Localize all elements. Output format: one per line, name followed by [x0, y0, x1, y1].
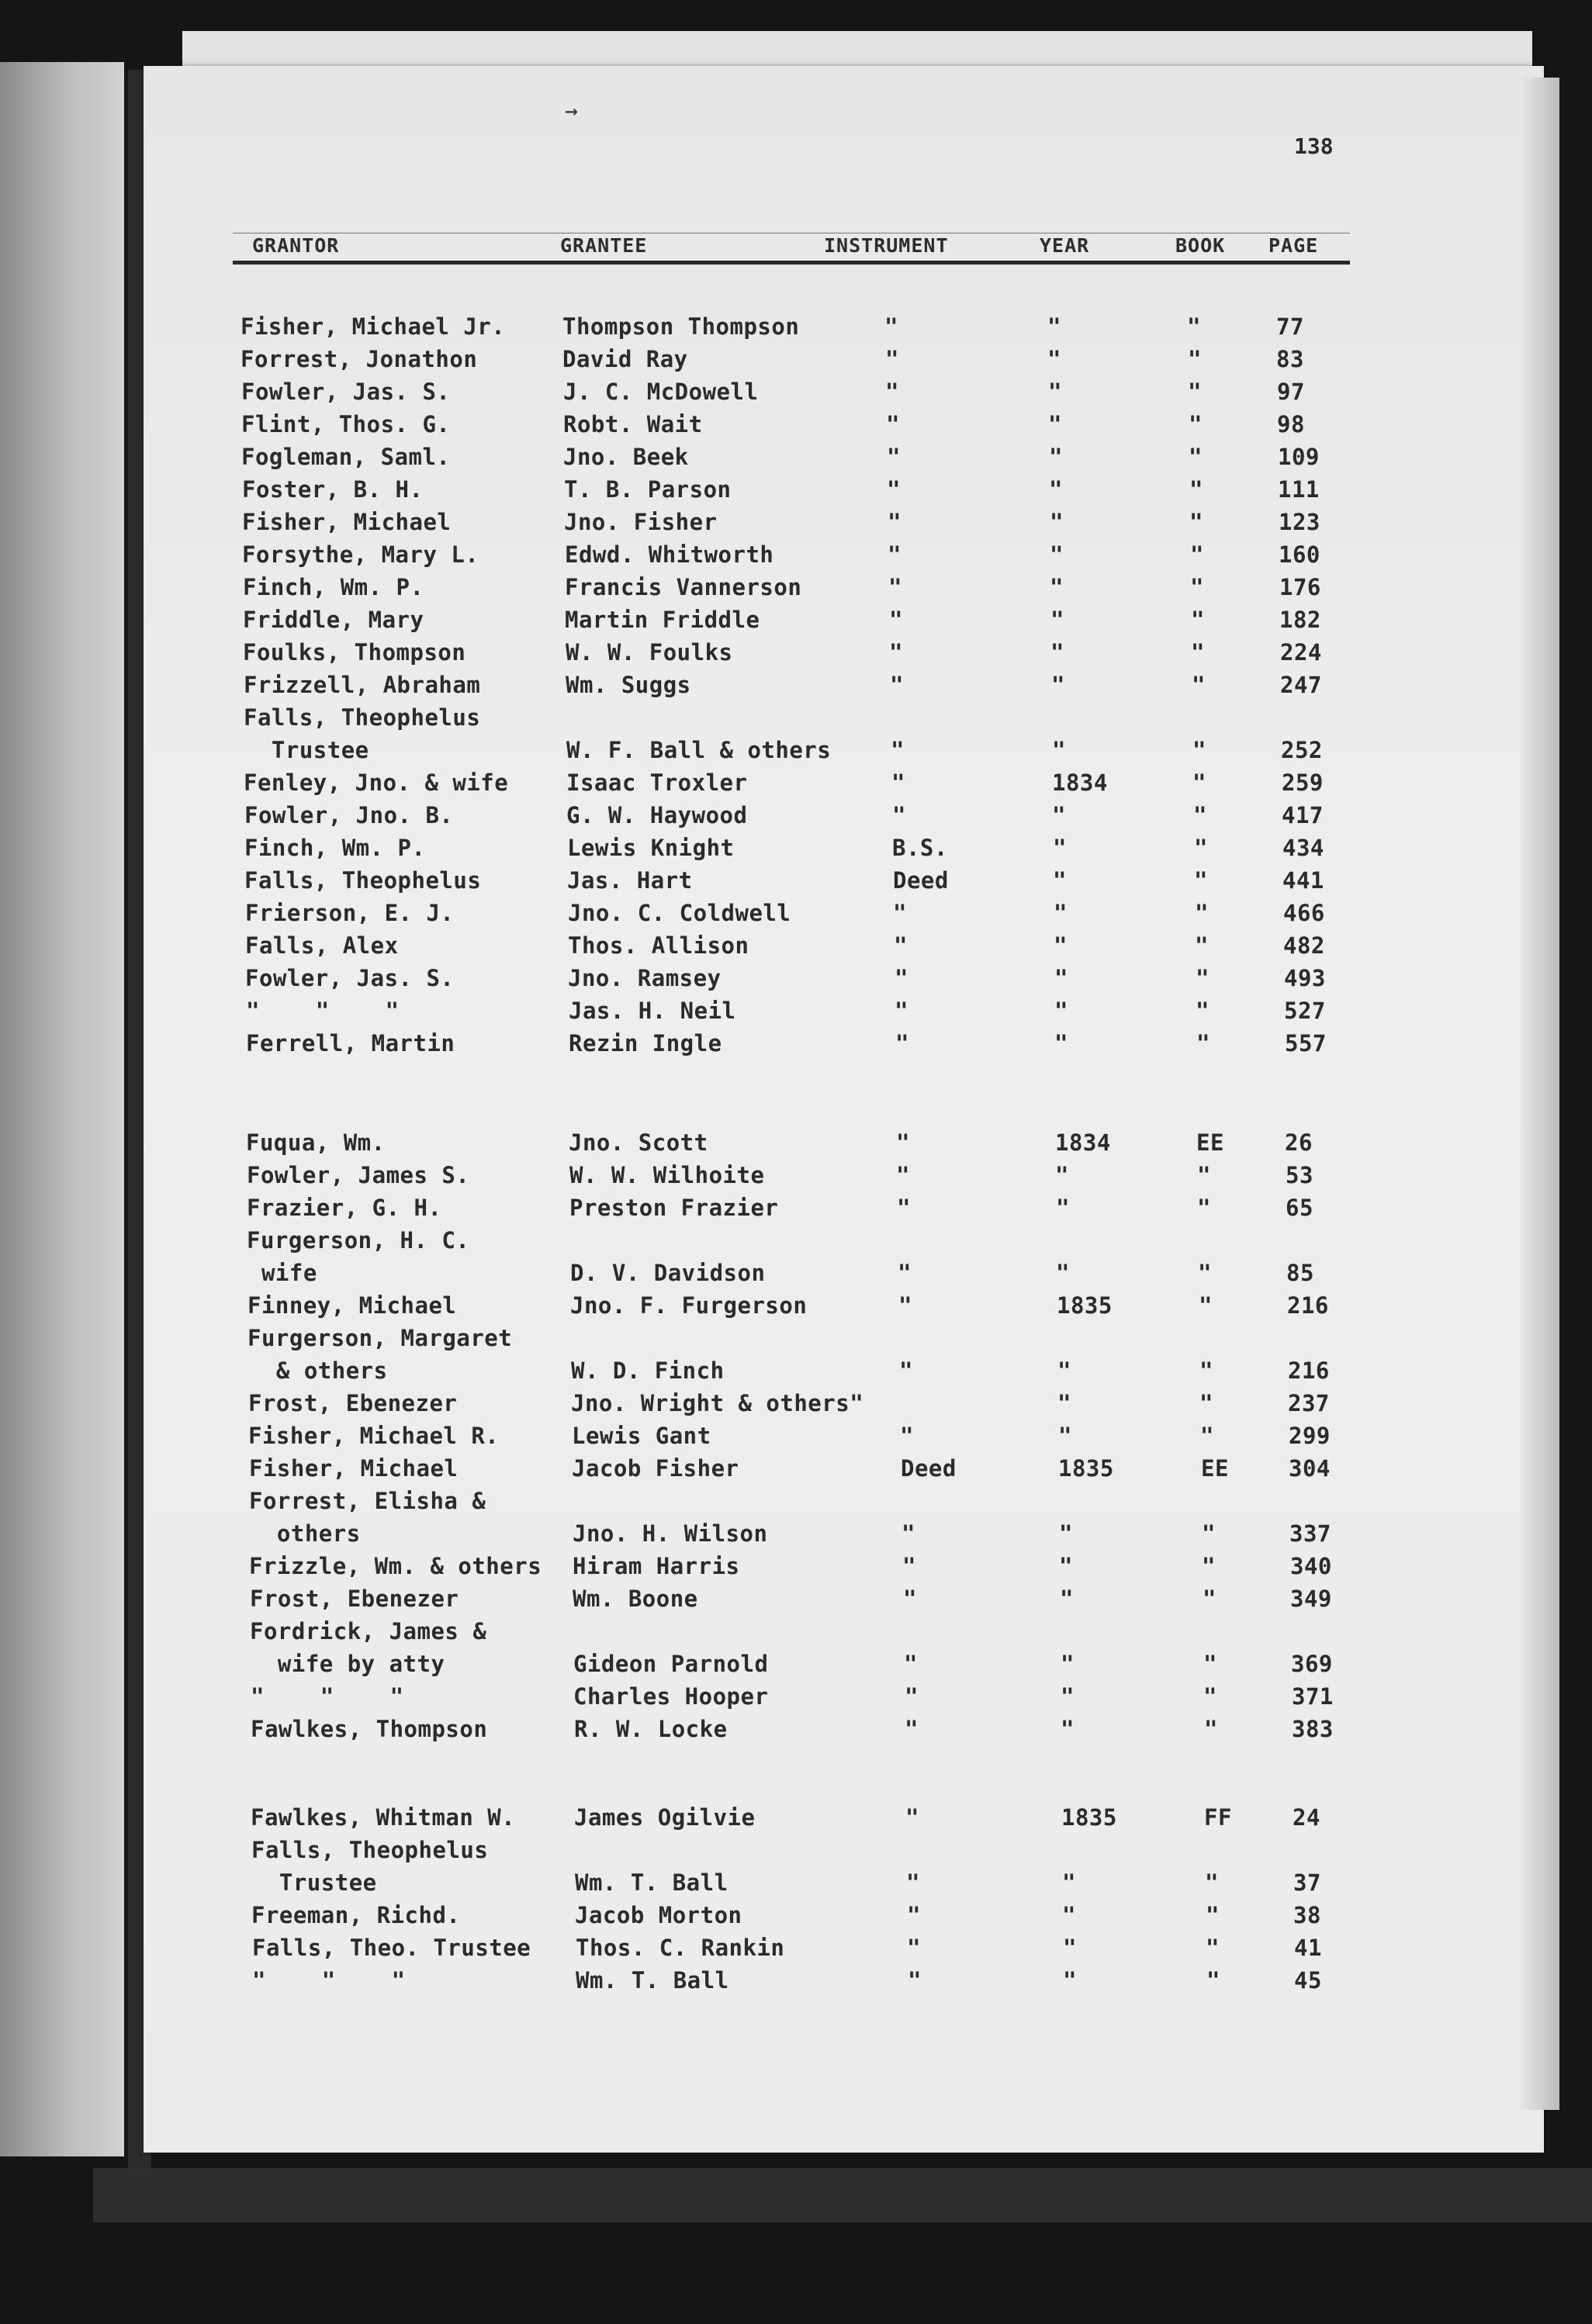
page-cell: 371: [1292, 1683, 1334, 1710]
grantee-cell: W. W. Foulks: [566, 639, 733, 666]
year-cell: ": [1059, 1520, 1073, 1547]
year-cell: ": [1050, 541, 1064, 568]
grantor-cell: Fowler, Jas. S.: [245, 965, 455, 991]
instrument-cell: ": [895, 1030, 909, 1057]
grantee-cell: Edwd. Whitworth: [565, 541, 774, 568]
page-cell: 83: [1276, 346, 1304, 372]
grantee-cell: Wm. T. Ball: [575, 1869, 729, 1896]
grantee-cell: J. C. McDowell: [563, 379, 759, 405]
book-cell: ": [1192, 769, 1206, 796]
page-cell: 182: [1279, 607, 1321, 633]
page-cell: 216: [1288, 1357, 1330, 1384]
page-cell: 53: [1286, 1162, 1313, 1188]
page-cell: 45: [1294, 1967, 1322, 1994]
grantee-cell: Jacob Fisher: [572, 1455, 739, 1482]
grantor-cell: Foulks, Thompson: [243, 639, 466, 666]
grantee-cell: Jas. H. Neil: [569, 998, 736, 1024]
grantor-cell: Falls, Theo. Trustee: [252, 1935, 531, 1961]
instrument-cell: ": [895, 965, 908, 991]
page-cell: 557: [1285, 1030, 1327, 1057]
grantee-cell: Wm. T. Ball: [576, 1967, 729, 1994]
page-cell: 482: [1283, 932, 1325, 959]
header-year: YEAR: [1040, 234, 1090, 257]
year-cell: ": [1054, 965, 1068, 991]
year-cell: ": [1059, 1553, 1073, 1579]
page-cell: 97: [1277, 379, 1305, 405]
page-cell: 160: [1279, 541, 1320, 568]
instrument-cell: ": [899, 1357, 913, 1384]
book-cell: ": [1200, 1423, 1214, 1449]
grantor-cell: " " ": [252, 1967, 406, 1994]
instrument-cell: ": [907, 1935, 921, 1961]
grantee-cell: Jno. F. Furgerson: [570, 1292, 808, 1319]
grantor-cell: Trustee: [244, 737, 369, 763]
book-cell: ": [1194, 867, 1208, 894]
instrument-cell: ": [892, 802, 906, 828]
book-cell: EE: [1201, 1455, 1229, 1482]
instrument-cell: ": [895, 998, 908, 1024]
instrument-cell: ": [893, 900, 907, 926]
book-cell: ": [1192, 737, 1206, 763]
instrument-cell: ": [907, 1902, 921, 1928]
year-cell: ": [1058, 1423, 1072, 1449]
book-cell: ": [1199, 1292, 1213, 1319]
book-cell: EE: [1196, 1129, 1224, 1156]
instrument-cell: ": [902, 1520, 915, 1547]
grantee-cell: Gideon Parnold: [573, 1651, 769, 1677]
book-cell: ": [1206, 1967, 1220, 1994]
grantee-cell: W. W. Wilhoite: [569, 1162, 765, 1188]
book-cell: ": [1203, 1683, 1217, 1710]
grantor-cell: Frizzle, Wm. & others: [249, 1553, 542, 1579]
grantor-cell: Fawlkes, Whitman W.: [251, 1804, 516, 1831]
grantee-cell: Preston Frazier: [569, 1195, 779, 1221]
book-cell: ": [1189, 411, 1203, 437]
book-cell: ": [1191, 639, 1205, 666]
instrument-cell: ": [888, 574, 902, 600]
instrument-cell: ": [887, 476, 901, 503]
grantor-cell: & others: [248, 1357, 388, 1384]
instrument-cell: ": [905, 1804, 919, 1831]
grantor-cell: Forrest, Jonathon: [241, 346, 478, 372]
instrument-cell: ": [897, 1195, 911, 1221]
instrument-cell: ": [898, 1292, 912, 1319]
book-cell: ": [1204, 1716, 1218, 1742]
book-cell: ": [1206, 1935, 1220, 1961]
book-cell: ": [1199, 1357, 1213, 1384]
grantor-cell: Frierson, E. J.: [245, 900, 455, 926]
book-cell: ": [1190, 541, 1204, 568]
grantor-cell: Fowler, James S.: [247, 1162, 470, 1188]
grantor-cell: Furgerson, Margaret: [247, 1325, 513, 1351]
page-cell: 299: [1289, 1423, 1331, 1449]
instrument-cell: B.S.: [892, 835, 948, 861]
year-cell: ": [1060, 1586, 1074, 1612]
book-cell: ": [1203, 1651, 1217, 1677]
book-cell: ": [1196, 1030, 1210, 1057]
year-cell: 1835: [1061, 1804, 1117, 1831]
grantee-cell: T. B. Parson: [564, 476, 732, 503]
instrument-cell: ": [889, 607, 903, 633]
header-grantor: GRANTOR: [252, 234, 340, 257]
page-cell: 441: [1282, 867, 1324, 894]
instrument-cell: ": [903, 1586, 917, 1612]
page-cell: 340: [1290, 1553, 1332, 1579]
instrument-cell: ": [902, 1553, 916, 1579]
grantor-cell: Forsythe, Mary L.: [242, 541, 479, 568]
instrument-cell: ": [908, 1967, 922, 1994]
grantor-cell: Falls, Alex: [245, 932, 399, 959]
header-page: PAGE: [1268, 234, 1319, 257]
page-cell: 123: [1279, 509, 1320, 535]
book-cell: ": [1195, 900, 1209, 926]
grantor-cell: Falls, Theophelus: [244, 704, 481, 731]
year-cell: ": [1061, 1716, 1075, 1742]
grantee-cell: Jno. Beek: [563, 444, 689, 470]
page-cell: 252: [1281, 737, 1323, 763]
book-cell: ": [1191, 607, 1205, 633]
page-cell: 216: [1287, 1292, 1329, 1319]
page-cell: 176: [1279, 574, 1321, 600]
grantee-cell: Charles Hooper: [573, 1683, 769, 1710]
instrument-cell: ": [906, 1869, 920, 1896]
instrument-cell: ": [896, 1129, 910, 1156]
grantee-cell: Jno. H. Wilson: [573, 1520, 768, 1547]
grantee-cell: Jno. Scott: [569, 1129, 708, 1156]
grantee-cell: Thos. C. Rankin: [576, 1935, 785, 1961]
page-cell: 247: [1280, 672, 1322, 698]
page-cell: 493: [1284, 965, 1326, 991]
instrument-cell: ": [904, 1651, 918, 1677]
page-cell: 417: [1282, 802, 1324, 828]
grantor-cell: Finch, Wm. P.: [243, 574, 424, 600]
book-cell: ": [1188, 346, 1202, 372]
instrument-cell: ": [905, 1683, 919, 1710]
grantor-cell: wife by atty: [250, 1651, 445, 1677]
grantee-cell: Robt. Wait: [563, 411, 703, 437]
year-cell: ": [1052, 802, 1066, 828]
page-cell: 111: [1278, 476, 1320, 503]
year-cell: ": [1054, 1030, 1068, 1057]
year-cell: ": [1052, 737, 1066, 763]
grantor-cell: Foster, B. H.: [242, 476, 424, 503]
grantee-cell: Jno. Wright & others": [571, 1390, 864, 1416]
book-cell: ": [1190, 574, 1204, 600]
grantee-cell: Wm. Suggs: [566, 672, 691, 698]
page-curl: [1521, 78, 1559, 2110]
grantee-cell: Hiram Harris: [573, 1553, 740, 1579]
year-cell: ": [1054, 900, 1068, 926]
year-cell: 1835: [1057, 1292, 1113, 1319]
year-cell: ": [1047, 313, 1061, 340]
page-cell: 527: [1284, 998, 1326, 1024]
year-cell: ": [1061, 1683, 1075, 1710]
year-cell: ": [1048, 379, 1062, 405]
book-cell: ": [1189, 476, 1203, 503]
grantor-cell: Frizzell, Abraham: [244, 672, 481, 698]
grantor-cell: Ferrell, Martin: [246, 1030, 455, 1057]
adjacent-page-edge: [0, 62, 124, 2156]
grantee-cell: R. W. Locke: [574, 1716, 728, 1742]
grantor-cell: Fisher, Michael R.: [248, 1423, 500, 1449]
page-cell: 383: [1292, 1716, 1334, 1742]
year-cell: ": [1047, 346, 1061, 372]
grantor-cell: Fuqua, Wm.: [246, 1129, 386, 1156]
instrument-cell: ": [905, 1716, 919, 1742]
instrument-cell: ": [891, 737, 905, 763]
grantee-cell: Jno. Ramsey: [568, 965, 722, 991]
grantor-cell: Fogleman, Saml.: [241, 444, 451, 470]
grantee-cell: Wm. Boone: [573, 1586, 698, 1612]
page-cell: 434: [1282, 835, 1324, 861]
book-cell: ": [1189, 444, 1203, 470]
page-cell: 304: [1289, 1455, 1331, 1482]
book-cell: ": [1193, 802, 1207, 828]
instrument-cell: ": [885, 379, 899, 405]
year-cell: ": [1055, 1162, 1069, 1188]
page-number: 138: [1294, 133, 1334, 159]
grantor-cell: Falls, Theophelus: [244, 867, 482, 894]
instrument-cell: ": [887, 444, 901, 470]
year-cell: ": [1050, 509, 1064, 535]
instrument-cell: ": [888, 509, 902, 535]
grantor-cell: Fisher, Michael: [249, 1455, 459, 1482]
book-cell: ": [1197, 1162, 1211, 1188]
grantee-cell: Thos. Allison: [568, 932, 749, 959]
book-cell: ": [1205, 1869, 1219, 1896]
grantee-cell: W. F. Ball & others: [566, 737, 832, 763]
grantor-cell: Furgerson, H. C.: [247, 1227, 470, 1254]
header-grantee: GRANTEE: [560, 234, 648, 257]
instrument-cell: ": [894, 932, 908, 959]
grantor-cell: " " ": [246, 998, 400, 1024]
grantor-cell: Finney, Michael: [247, 1292, 457, 1319]
grantor-cell: Freeman, Richd.: [251, 1902, 461, 1928]
instrument-cell: Deed: [901, 1455, 957, 1482]
page-cell: 38: [1293, 1902, 1321, 1928]
page-cell: 85: [1286, 1260, 1314, 1286]
grantee-cell: Thompson Thompson: [562, 313, 800, 340]
grantee-cell: Francis Vannerson: [565, 574, 802, 600]
book-cell: ": [1206, 1902, 1220, 1928]
grantor-cell: Fisher, Michael: [242, 509, 452, 535]
book-cell: ": [1196, 965, 1210, 991]
page-cell: 369: [1291, 1651, 1333, 1677]
year-cell: ": [1053, 835, 1067, 861]
grantor-cell: Fowler, Jno. B.: [244, 802, 454, 828]
header-rule: [233, 261, 1350, 265]
grantee-cell: Martin Friddle: [565, 607, 760, 633]
year-cell: ": [1048, 411, 1062, 437]
page-cell: 466: [1283, 900, 1325, 926]
year-cell: ": [1057, 1357, 1071, 1384]
page-cell: 224: [1280, 639, 1322, 666]
instrument-cell: ": [900, 1423, 914, 1449]
grantor-cell: Fawlkes, Thompson: [251, 1716, 488, 1742]
instrument-cell: ": [885, 346, 899, 372]
grantee-cell: G. W. Haywood: [566, 802, 748, 828]
year-cell: ": [1063, 1935, 1077, 1961]
book-cell: ": [1196, 998, 1210, 1024]
instrument-cell: ": [891, 769, 905, 796]
year-cell: ": [1050, 574, 1064, 600]
grantor-cell: Fordrick, James &: [250, 1618, 487, 1644]
book-cell: ": [1202, 1520, 1216, 1547]
instrument-cell: Deed: [893, 867, 949, 894]
grantor-cell: Frazier, G. H.: [247, 1195, 442, 1221]
grantee-cell: Rezin Ingle: [569, 1030, 722, 1057]
header-instrument: INSTRUMENT: [824, 234, 949, 257]
book-cell: ": [1202, 1553, 1216, 1579]
grantor-cell: Fowler, Jas. S.: [241, 379, 451, 405]
grantor-cell: Forrest, Elisha &: [249, 1488, 486, 1514]
year-cell: ": [1061, 1651, 1075, 1677]
instrument-cell: ": [889, 639, 903, 666]
year-cell: ": [1050, 639, 1064, 666]
book-cell: ": [1188, 379, 1202, 405]
instrument-cell: ": [898, 1260, 912, 1286]
book-cell: ": [1194, 835, 1208, 861]
year-cell: 1834: [1052, 769, 1108, 796]
year-cell: ": [1049, 444, 1063, 470]
page-cell: 337: [1289, 1520, 1331, 1547]
grantor-cell: Finch, Wm. P.: [244, 835, 426, 861]
grantor-cell: Frost, Ebenezer: [248, 1390, 458, 1416]
arrow-mark: →: [565, 98, 578, 123]
page-cell: 259: [1282, 769, 1324, 796]
instrument-cell: ": [896, 1162, 910, 1188]
grantee-cell: Lewis Gant: [572, 1423, 711, 1449]
grantee-cell: James Ogilvie: [574, 1804, 756, 1831]
grantee-cell: Jno. Fisher: [564, 509, 718, 535]
page-cell: 41: [1294, 1935, 1322, 1961]
book-cell: ": [1199, 1390, 1213, 1416]
header-book: BOOK: [1175, 234, 1226, 257]
grantee-cell: Lewis Knight: [567, 835, 735, 861]
book-cell: ": [1198, 1260, 1212, 1286]
page-cell: 109: [1278, 444, 1320, 470]
year-cell: ": [1054, 998, 1068, 1024]
year-cell: ": [1063, 1967, 1077, 1994]
grantor-cell: wife: [247, 1260, 317, 1286]
book-cell: ": [1195, 932, 1209, 959]
scanner-bed-edge: [93, 2168, 1592, 2222]
page-cell: 26: [1285, 1129, 1313, 1156]
page-cell: 65: [1286, 1195, 1313, 1221]
year-cell: ": [1056, 1195, 1070, 1221]
book-cell: ": [1197, 1195, 1211, 1221]
grantor-cell: Fisher, Michael Jr.: [241, 313, 506, 340]
grantee-cell: Jno. C. Coldwell: [568, 900, 791, 926]
instrument-cell: ": [884, 313, 898, 340]
book-cell: FF: [1204, 1804, 1232, 1831]
instrument-cell: ": [888, 541, 902, 568]
grantor-cell: " " ": [251, 1683, 404, 1710]
grantee-cell: David Ray: [562, 346, 688, 372]
year-cell: ": [1054, 932, 1068, 959]
page-cell: 77: [1276, 313, 1304, 340]
year-cell: 1835: [1058, 1455, 1114, 1482]
grantor-cell: Fenley, Jno. & wife: [244, 769, 509, 796]
grantor-cell: Frost, Ebenezer: [250, 1586, 459, 1612]
page-cell: 237: [1288, 1390, 1330, 1416]
page-cell: 349: [1290, 1586, 1332, 1612]
year-cell: ": [1050, 607, 1064, 633]
year-cell: ": [1056, 1260, 1070, 1286]
grantee-cell: D. V. Davidson: [570, 1260, 766, 1286]
grantee-cell: Jacob Morton: [575, 1902, 742, 1928]
grantor-cell: Friddle, Mary: [243, 607, 424, 633]
grantor-cell: Falls, Theophelus: [251, 1837, 489, 1863]
grantee-cell: W. D. Finch: [571, 1357, 725, 1384]
book-cell: ": [1203, 1586, 1216, 1612]
grantor-cell: Trustee: [251, 1869, 377, 1896]
instrument-cell: ": [886, 411, 900, 437]
year-cell: ": [1051, 672, 1065, 698]
year-cell: ": [1053, 867, 1067, 894]
year-cell: 1834: [1055, 1129, 1111, 1156]
year-cell: ": [1057, 1390, 1071, 1416]
instrument-cell: ": [890, 672, 904, 698]
year-cell: ": [1062, 1869, 1076, 1896]
grantor-cell: Flint, Thos. G.: [241, 411, 451, 437]
grantor-cell: others: [249, 1520, 361, 1547]
book-cell: ": [1187, 313, 1201, 340]
page-cell: 24: [1293, 1804, 1320, 1831]
book-cell: ": [1192, 672, 1206, 698]
page-cell: 37: [1293, 1869, 1321, 1896]
year-cell: ": [1062, 1902, 1076, 1928]
grantee-cell: Isaac Troxler: [566, 769, 748, 796]
year-cell: ": [1049, 476, 1063, 503]
grantee-cell: Jas. Hart: [567, 867, 693, 894]
page-cell: 98: [1277, 411, 1305, 437]
book-cell: ": [1189, 509, 1203, 535]
